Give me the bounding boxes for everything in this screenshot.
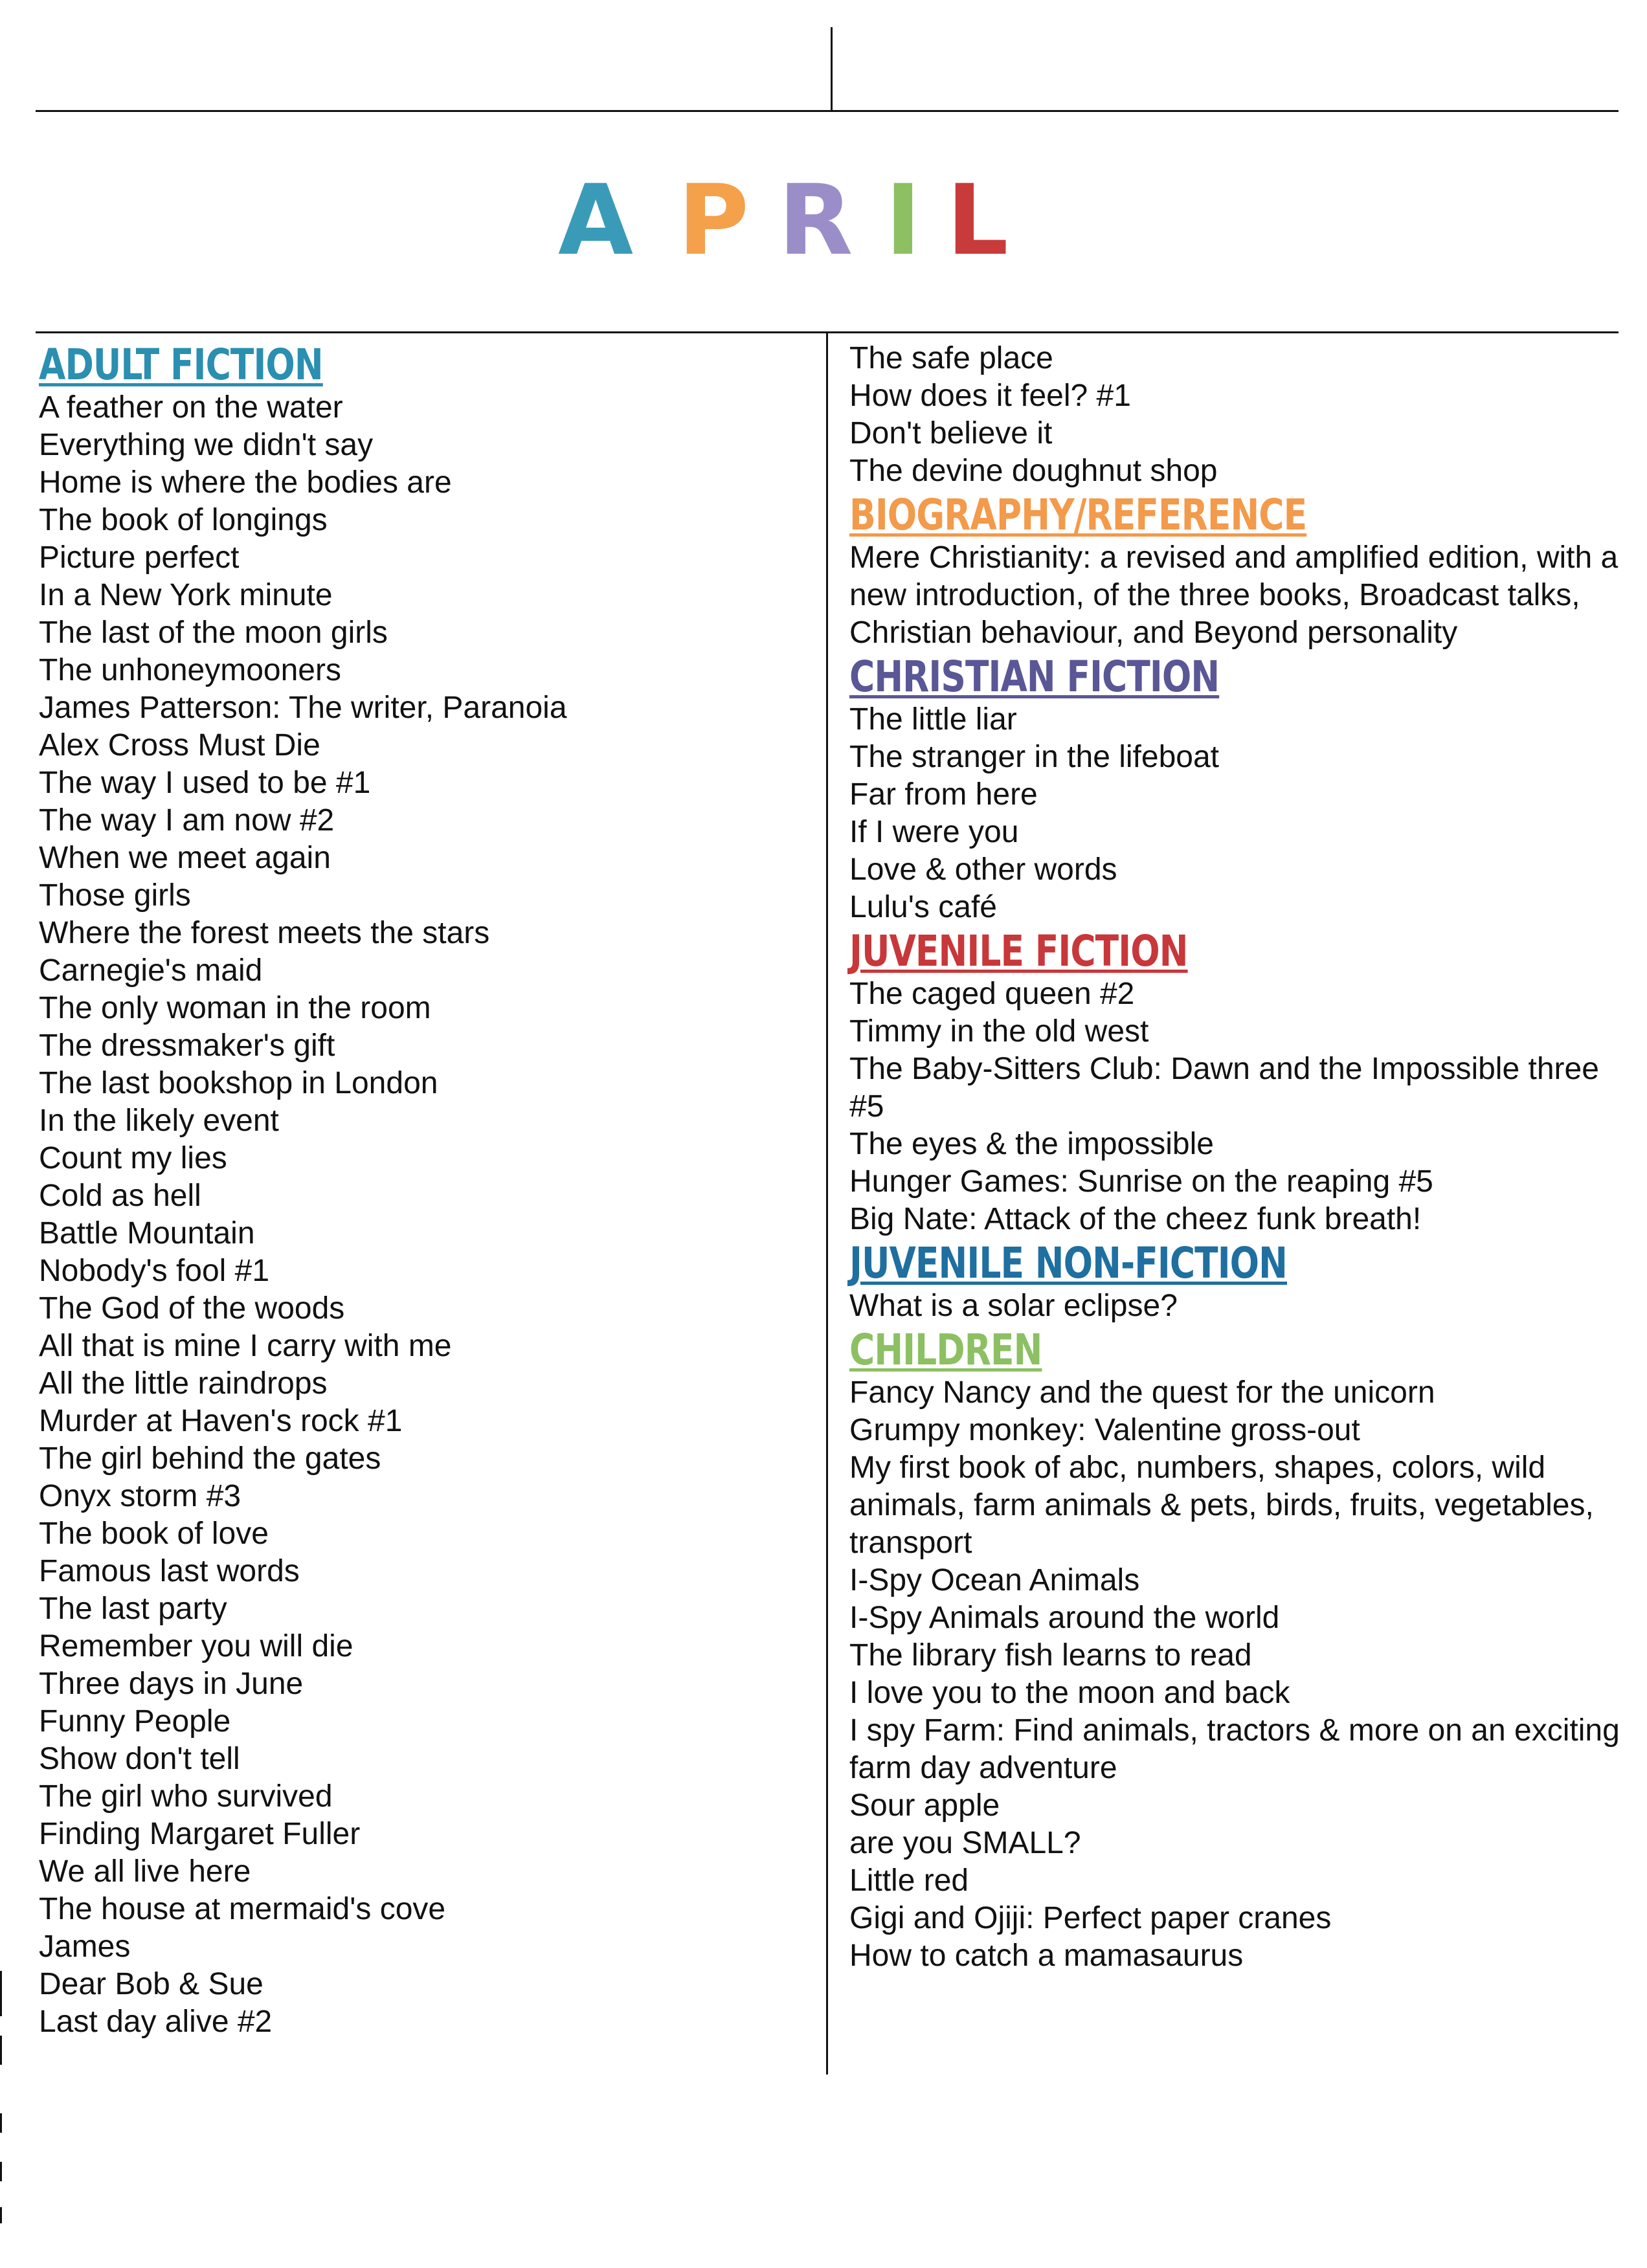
list-item: Famous last words bbox=[39, 1554, 300, 1588]
list-item: The devine doughnut shop bbox=[849, 454, 1218, 488]
list-item: In a New York minute bbox=[39, 578, 333, 612]
list-item: Dear Bob & Sue bbox=[39, 1967, 263, 2001]
list-item: Carnegie's maid bbox=[39, 953, 263, 988]
list-item: The stranger in the lifeboat bbox=[849, 740, 1220, 774]
list-item: Fancy Nancy and the quest for the unicorn bbox=[849, 1375, 1435, 1410]
list-item: In the likely event bbox=[39, 1104, 279, 1138]
list-item: Battle Mountain bbox=[39, 1216, 255, 1251]
title-letter-l: L bbox=[947, 175, 1009, 272]
list-item: The last of the moon girls bbox=[39, 616, 388, 650]
list-item: All the little raindrops bbox=[39, 1366, 328, 1401]
list-item: The way I used to be #1 bbox=[39, 766, 371, 800]
list-item: Hunger Games: Sunrise on the reaping #5 bbox=[849, 1164, 1433, 1199]
title-letter-p: P bbox=[678, 175, 749, 272]
list-item: The caged queen #2 bbox=[849, 977, 1135, 1011]
list-item: Show don't tell bbox=[39, 1742, 240, 1776]
list-item: Those girls bbox=[39, 878, 191, 913]
list-item: The Baby-Sitters Club: Dawn and the Impossible three #5 bbox=[849, 1052, 1599, 1124]
title-letter-r: R bbox=[778, 175, 853, 272]
list-item: Home is where the bodies are bbox=[39, 465, 452, 500]
juvenile-fiction-heading: JUVENILE FICTION bbox=[849, 926, 1188, 976]
edge-mark bbox=[0, 1971, 2, 2016]
adult-fiction-list bbox=[39, 389, 816, 2041]
list-item: Big Nate: Attack of the cheez funk breath! bbox=[849, 1202, 1422, 1236]
list-item: What is a solar eclipse? bbox=[849, 1289, 1178, 1323]
list-item: Count my lies bbox=[39, 1141, 227, 1175]
juvenile-non-fiction-heading: JUVENILE NON-FICTION bbox=[849, 1238, 1288, 1288]
list-item: James Patterson: The writer, Paranoia bbox=[39, 691, 567, 725]
list-item: The God of the woods bbox=[39, 1291, 345, 1326]
list-item: The girl who survived bbox=[39, 1779, 333, 1814]
edge-mark bbox=[0, 2036, 2, 2065]
list-item: Don't believe it bbox=[849, 416, 1053, 450]
edge-mark bbox=[0, 2162, 2, 2181]
list-item: The house at mermaid's cove bbox=[39, 1892, 446, 1926]
list-item: I-Spy Ocean Animals bbox=[849, 1563, 1140, 1597]
list-item: The girl behind the gates bbox=[39, 1441, 381, 1476]
list-item: Alex Cross Must Die bbox=[39, 728, 320, 762]
list-item: Timmy in the old west bbox=[849, 1014, 1149, 1049]
list-item: All that is mine I carry with me bbox=[39, 1329, 452, 1363]
juvenile-non-fiction-list bbox=[849, 1287, 1626, 1325]
list-item: Sour apple bbox=[849, 1788, 1000, 1823]
list-item: The last party bbox=[39, 1592, 227, 1626]
list-item: I-Spy Animals around the world bbox=[849, 1601, 1280, 1635]
page-title bbox=[0, 175, 1647, 275]
list-item: Mere Christianity: a revised and amplified edition, with a new introduction, of the three books, Broadcast talks, Christian behaviour, and Beyond personality bbox=[849, 540, 1619, 650]
header-top-rule bbox=[36, 110, 1619, 112]
juvenile-fiction-list bbox=[849, 975, 1626, 1238]
list-item: The eyes & the impossible bbox=[849, 1127, 1214, 1161]
list-item: The little liar bbox=[849, 702, 1017, 737]
list-item: Everything we didn't say bbox=[39, 428, 374, 462]
list-item: The way I am now #2 bbox=[39, 803, 335, 838]
list-item: The book of longings bbox=[39, 503, 328, 537]
list-item: The safe place bbox=[849, 341, 1053, 375]
list-item: Grumpy monkey: Valentine gross-out bbox=[849, 1413, 1360, 1447]
list-item: Love & other words bbox=[849, 852, 1117, 887]
list-item: Onyx storm #3 bbox=[39, 1479, 241, 1513]
list-item: The library fish learns to read bbox=[849, 1638, 1252, 1673]
christian-fiction-heading: CHRISTIAN FICTION bbox=[849, 652, 1220, 702]
list-item: If I were you bbox=[849, 815, 1019, 849]
list-item: The unhoneymooners bbox=[39, 653, 341, 687]
column-divider bbox=[826, 333, 828, 2074]
april-title-graphic bbox=[532, 175, 1115, 272]
title-letter-i: I bbox=[885, 175, 921, 272]
list-item: James bbox=[39, 1929, 131, 1964]
list-item: My first book of abc, numbers, shapes, colors, wild animals, farm animals & pets, birds, fruits, vegetables, transport bbox=[849, 1451, 1594, 1560]
list-item: We all live here bbox=[39, 1854, 251, 1889]
list-item: Where the forest meets the stars bbox=[39, 916, 490, 950]
list-item: How does it feel? #1 bbox=[849, 379, 1131, 413]
list-item: Remember you will die bbox=[39, 1629, 353, 1663]
list-item: Little red bbox=[849, 1863, 969, 1898]
list-item: When we meet again bbox=[39, 841, 331, 875]
left-column bbox=[39, 340, 816, 2041]
right-column bbox=[849, 340, 1626, 1975]
edge-mark bbox=[0, 2113, 2, 2133]
list-item: Lulu's café bbox=[849, 890, 997, 924]
list-item: Far from here bbox=[849, 777, 1038, 812]
list-item: The dressmaker's gift bbox=[39, 1028, 335, 1063]
children-list bbox=[849, 1374, 1626, 1975]
list-item: I love you to the moon and back bbox=[849, 1676, 1290, 1710]
list-item: The only woman in the room bbox=[39, 991, 431, 1025]
adult-fiction-heading: ADULT FICTION bbox=[39, 340, 323, 390]
list-item: Finding Margaret Fuller bbox=[39, 1817, 361, 1851]
list-item: The book of love bbox=[39, 1517, 269, 1551]
list-item: The last bookshop in London bbox=[39, 1066, 438, 1100]
list-item: How to catch a mamasaurus bbox=[849, 1939, 1244, 1973]
list-item: Funny People bbox=[39, 1704, 231, 1739]
list-item: Nobody's fool #1 bbox=[39, 1254, 270, 1288]
list-item: I spy Farm: Find animals, tractors & more on an exciting farm day adventure bbox=[849, 1713, 1620, 1785]
biography-reference-heading: BIOGRAPHY/REFERENCE bbox=[849, 490, 1307, 540]
list-item: Picture perfect bbox=[39, 540, 240, 575]
title-letter-a: A bbox=[558, 175, 634, 272]
list-item: Murder at Haven's rock #1 bbox=[39, 1404, 403, 1438]
edge-mark bbox=[0, 2207, 2, 2223]
list-item: are you SMALL? bbox=[849, 1826, 1081, 1860]
biography-reference-list bbox=[849, 539, 1626, 652]
list-item: Three days in June bbox=[39, 1667, 304, 1701]
list-item: Last day alive #2 bbox=[39, 2005, 273, 2039]
list-item: Gigi and Ojiji: Perfect paper cranes bbox=[849, 1901, 1332, 1935]
header-divider bbox=[831, 27, 833, 110]
christian-fiction-list bbox=[849, 701, 1626, 926]
list-item: A feather on the water bbox=[39, 390, 343, 425]
list-item: Cold as hell bbox=[39, 1179, 201, 1213]
children-heading: CHILDREN bbox=[849, 1325, 1042, 1375]
adult-fiction-continued-list bbox=[849, 340, 1626, 490]
